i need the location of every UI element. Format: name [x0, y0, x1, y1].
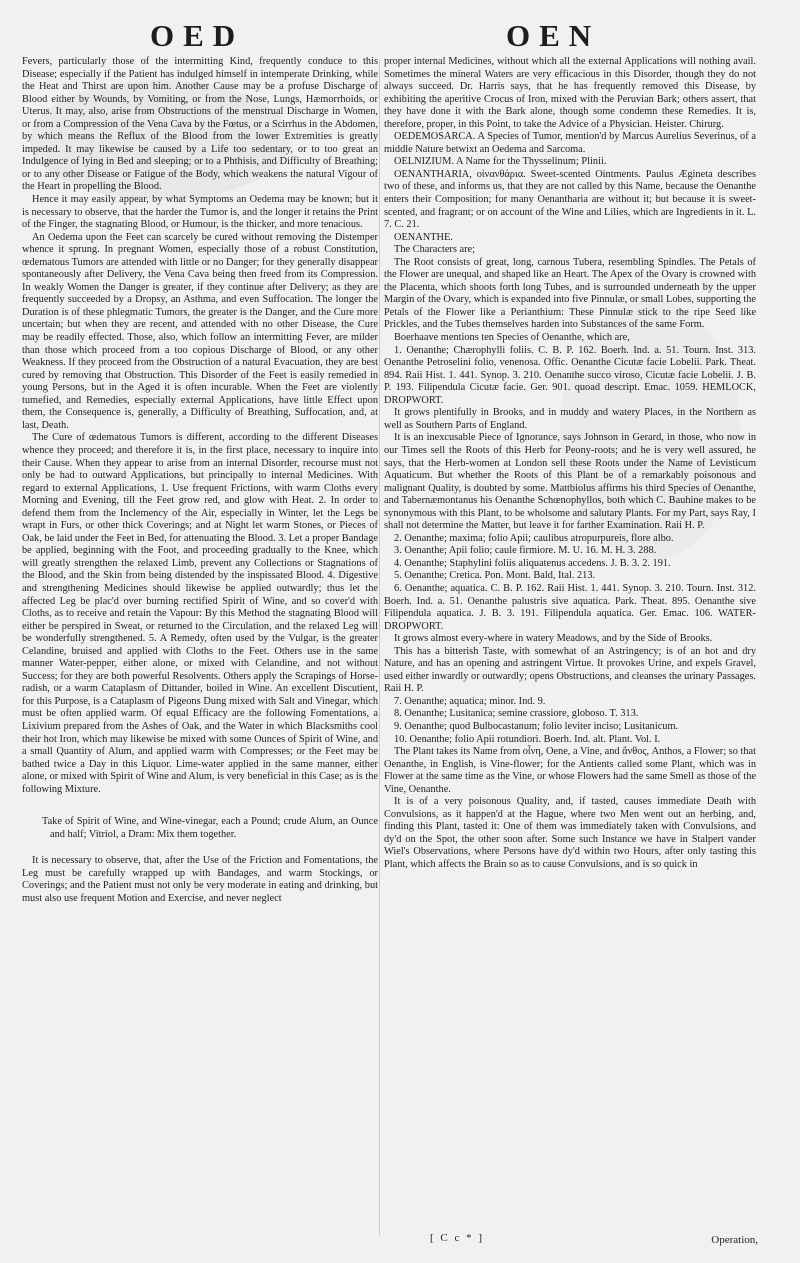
- entry-oelnizium: OELNIZIUM. A Name for the Thysselinum; Plinii.: [394, 156, 607, 168]
- species-entry: 3. Oenanthe; Apii folio; caule firmiore. M. U. 16. M. H. 3. 288.: [394, 545, 657, 557]
- right-paragraph: Boerhaave mentions ten Species of Oenanthe, which are,: [394, 332, 630, 344]
- entry-oenanthe-heading: OENANTHE.: [394, 231, 453, 243]
- left-paragraph: The Cure of œdematous Tumors is different, according to the different Diseases whence they proceed; and therefore it is, in the first place, necessary to inquire into their Cause. When they appear to arise from an internal Disorder, recourse must not only be had to outward Applications, but principally to internal Medicines. With regard to external Applications, 1. Use frequent Frictions, with warm Cloths every Morning and Evening, till the Feet grow red, and glow with Heat. 2. In order to defend them from the Inclemency of the Air, especially in Winter, let the Legs be wrapt in Furs, or other thick Coverings; and at Night let warm Stones, or Pieces of Oak, be laid under the Feet in Bed, for attenuating the Blood. 3. Let a proper Bandage be applied, beginning with the Foot, and proceeding gradually to the Knee, which will greatly strengthen the relaxed Limb, prevent any Collections or Stagnations of the Blood, and the Skin from being distended by the inspissated Blood. 4. Digestive and strengthening Medicines should likewise be applied outwardly; thus let the affected Leg be plac'd over burning rectified Spirit of Wine, and so cover'd with Cloths, as to receive and retain the Vapour: By this Method the stagnating Blood will either be perspired in Sweat, or returned to the Circulation, and the relaxed Leg will be wonderfully strengthened. 5. A Remedy, often used by the Vulgar, is the greater Celandine, bruised and applied with Cloths to the Feet. Others use in the same manner Water-pepper, either alone, or mixed with Celandine, and not without Success; for they are both powerful Resolvents. Others apply the Scrapings of Horse-radish, or a warm Cataplasm of Dittander, boiled in Wine. An excellent Discutient, for this Purpose, is a Cataplasm of Pigeons Dung mixed with Salt and Vinegar, which must be often applied warm. Of equal Efficacy are the following Fomentations, a Lixivium prepared from the Ashes of Oak, and the Water in which Blacksmiths cool their hot Iron, which may likewise be mixed with some Ounces of Spirit of Wine, and a small Quantity of Alum, and applied warm with Compresses; or the Feet may be bathed twice a Day in this Liquor. Lime-water applied in the same manner, either alone, or mixed with Spirit of Wine and Alum, is very beneficial in this Case; as is the following Mixture.: [22, 432, 378, 795]
- left-paragraph: Fevers, particularly those of the intermitting Kind, frequently conduce to this Disease; especially if the Patient has indulged himself in intemperate Drinking, while the Heat and Thirst are upon him. Another Cause may be a profuse Discharge of Blood either by Wounds, by Vomiting, or from the Nose, Lungs, Hæmorrhoids, or Uterus. It may, also, arise from Obstructions of the menstrual Discharge in Women, or from a Compression of the Vena Cava by the Fœtus, or a Scirrhus in the Abdomen, by which means the Reflux of the Blood from the lower Extremities is greatly impeded. It may likewise be caused by a Life too sedentary, or to too great an Indulgence of lying in Bed and sleeping; or to a Phthisis, and Difficulty of Breathing; or to any other Disease or Fatigue of the Body, which weakens the natural Vigour of the Heart in propelling the Blood.: [22, 56, 378, 193]
- right-paragraph: It grows plentifully in Brooks, and in muddy and watery Places, in the Northern as well as Southern Parts of England.: [384, 407, 756, 431]
- page-footer: [382, 1232, 758, 1250]
- left-paragraph: An Oedema upon the Feet can scarcely be cured without removing the Distemper whence it sprung. In pregnant Women, especially those of a robust Constitution, œdematous Tumors are attended with little or no Danger; for they generally disappear spontaneously after Delivery, the Vena Cava being then freed from its Compression. In weakly Women the Danger is greater, if they continue after Delivery; as they are frequently succeeded by a Dropsy, an Asthma, and even Suffocation. The longer the Duration is of these phlegmatic Tumors, the greater is the Danger, and the Cure more uncertain; but when they are recent, and attended with no other Disease, the Cure may be readily effected. Those, also, which follow an intermitting Fever, are milder than those which proceed from a too copious Discharge of Blood, or any other Weakness. If they proceed from the Obstruction of a natural Evacuation, they are best cured by removing that Obstruction. This Disorder of the Feet is easily remedied in young Persons, but in the Aged it is often incurable. When the Feet are violently tumefied, and Remedies, especially external Applications, have little Effect upon them, the Consequence is, generally, a Difficulty of Breathing, Suffocation, and, at last, Death.: [22, 231, 378, 431]
- right-paragraph: It grows almost every-where in watery Meadows, and by the Side of Brooks.: [394, 633, 713, 645]
- species-entry: 10. Oenanthe; folio Apii rotundiori. Boerh. Ind. alt. Plant. Vol. I.: [394, 733, 661, 745]
- species-entry: 7. Oenanthe; aquatica; minor. Ind. 9.: [394, 695, 546, 707]
- right-paragraph: This has a bitterish Taste, with somewhat of an Astringency; is of an hot and dry Nature, and has an opening and astringent Virtue. It provokes Urine, and expels Gravel, used either inwardly or outwardly; opens Obstructions, and cleanses the urinary Passages. Raii H. P.: [384, 645, 756, 695]
- right-paragraph: It is of a very poisonous Quality, and, if tasted, causes immediate Death with Convulsions, as it happen'd at the Hague, where two Men went out an herbing, and, finding this Plant, tasted it: One of them was immediately taken with Convulsions, and dy'd on the Spot, the other soon after. Some such Instance we have in Stalpert vander Wiel's Observations, where Persons have dy'd within two Hours, after only tasting this Plant, which affects the Brain so as to cause Convulsions, and is so quick in: [384, 796, 756, 870]
- column-gutter: [379, 60, 380, 1235]
- left-headword: OED: [150, 18, 245, 53]
- species-entry: 1. Oenanthe; Chærophylli foliis. C. B. P. 162. Boerh. Ind. a. 51. Tourn. Inst. 313. Oenanthe Petroselini folio, venenosa. Offic. Oenanthe Cicutæ facie Lobelii. Park. Theat. 894. Raii Hist. 1. 441. Synop. 3. 210. Oenanthe succo viroso, Cicutæ facie Lobelii. J. B. P. 193. Filipendula Cicutæ facie. Ger. 901. quoad descript. Emac. 1059. HEMLOCK, DROPWORT.: [384, 344, 756, 406]
- species-entry: 2. Oenanthe; maxima; folio Apii; caulibus atropurpureis, flore albo.: [394, 532, 674, 544]
- right-paragraph: It is an inexcusable Piece of Ignorance, says Johnson in Gerard, in those, who now in our Times sell the Roots of this Herb for Peony-roots; and he is very well assured, he says, that the Herb-women at London sell these Roots under the Name of Levisticum Aquaticum. But whether the Roots of this Plant be of a remarkably poisonous and malignant Quality, is doubted by some. Mattbiolus affirms his third Species of Oenanthe, and Tabernæmontanus his Oenanthe Schœnophyllos, both which C. Bauhine makes to be synonymous with this Plant, to be wholsome and salutary Plants. For my Part, says Ray, I shall not determine the Matter, but leave it for farther Examination. Raii H. P.: [384, 432, 756, 532]
- right-paragraph: The Plant takes its Name from οἶνη, Oene, a Vine, and ἄνθος, Anthos, a Flower; so that Oenanthe, in English, is Vine-flower; for the Antients called some Plant, which was in Flower at the same time as the Vine, or whose Flowers had the same Smell as those of the Vine, Oenanthe.: [384, 746, 756, 795]
- species-entry: 5. Oenanthe; Cretica. Pon. Mont. Bald, Ital. 213.: [394, 570, 596, 582]
- right-headword: OEN: [506, 18, 601, 53]
- signature-mark: [ C c * ]: [430, 1232, 485, 1244]
- entry-oedemosarca: OEDEMOSARCA. A Species of Tumor, mention'd by Marcus Aurelius Severinus, of a middle Nature betwixt an Oedema and Sarcoma.: [384, 131, 756, 155]
- catchword: Operation,: [711, 1234, 758, 1246]
- entry-oenantharia: OENANTHARIA, οἰνανθάρια. Sweet-scented Ointments. Paulus Ægineta describes two of these, and informs us, that they are not called by this Name, because the Oenanthe enters their Composition; for many Oenantharia are without it; but because it is sweet-scented, and fragrant; or on account of the Wine and Lilies, which are Ingredients in it. L. 7. C. 21.: [384, 168, 756, 231]
- right-paragraph: The Root consists of great, long, carnous Tubera, resembling Spindles. The Petals of the Flower are unequal, and shaped like an Heart. The Apex of the Ovary is crowned with the Placenta, which shoots forth long Tubes, and is surrounded underneath by the upper Margin of the Ovary, which is expanded into five Pinnulæ, or small Lobes, supporting the Petals of the Flower like a Perianthium: These Pinnulæ stick to the ripe Seed like Prickles, and the Tubes themselves harden into Substances of the same Form.: [384, 256, 756, 331]
- species-entry: 8. Oenanthe; Lusitanica; semine crassiore, globoso. T. 313.: [394, 708, 639, 720]
- page-header: [0, 18, 800, 54]
- left-closing-paragraph: It is necessary to observe, that, after the Use of the Friction and Fomentations, the Leg must be carefully wrapped up with Bandages, and warm Stockings, or Coverings; and the Patient must not only be very moderate in eating and drinking, but must also use frequent Motion and Exercise, and never neglect: [22, 855, 378, 904]
- right-column: [384, 56, 756, 872]
- left-paragraph: Hence it may easily appear, by what Symptoms an Oedema may be known; but it is necessary to observe, that the harder the Tumor is, and the longer it retains the Print of the Finger, the stagnating Blood, or Humour, is the thicker, and more tenacious.: [22, 194, 378, 231]
- species-entry: 9. Oenanthe; quod Bulbocastanum; folio leviter inciso; Lusitanicum.: [394, 720, 679, 732]
- right-paragraph: The Characters are;: [394, 244, 475, 256]
- right-paragraph: proper internal Medicines, without which all the external Applications will nothing avail. Sometimes the mineral Waters are very efficacious in this Disorder, though they do not always succeed. Dr. Harris says, that he has frequently removed this Disease, by exhibiting the aperitive Crocus of Iron, mixed with the Peruvian Bark; others assert, that they have done it with the Bark alone, though some condemn these Remedies. It is, therefore, proper, in this Point, to take the Advice of a Physician. Heister. Chirurg.: [384, 56, 756, 130]
- species-entry: 4. Oenanthe; Staphylini foliis aliquatenus accedens. J. B. 3. 2. 191.: [394, 557, 671, 569]
- left-column: [22, 56, 378, 906]
- recipe-block: Take of Spirit of Wine, and Wine-vinegar, each a Pound; crude Alum, an Ounce and half; Vitriol, a Dram: Mix them together.: [42, 816, 378, 840]
- species-entry: 6. Oenanthe; aquatica. C. B. P. 162. Raii Hist. 1. 441. Synop. 3. 210. Tourn. Inst. 312. Boerh. Ind. a. 51. Oenanthe palustris sive aquatica. Park. Theat. 895. Oenanthe sive Filipendula aquatica. J. B. 3. 191. Filipendula aquatica. Ger. Emac. 106. WATER-DROPWORT.: [384, 582, 756, 632]
